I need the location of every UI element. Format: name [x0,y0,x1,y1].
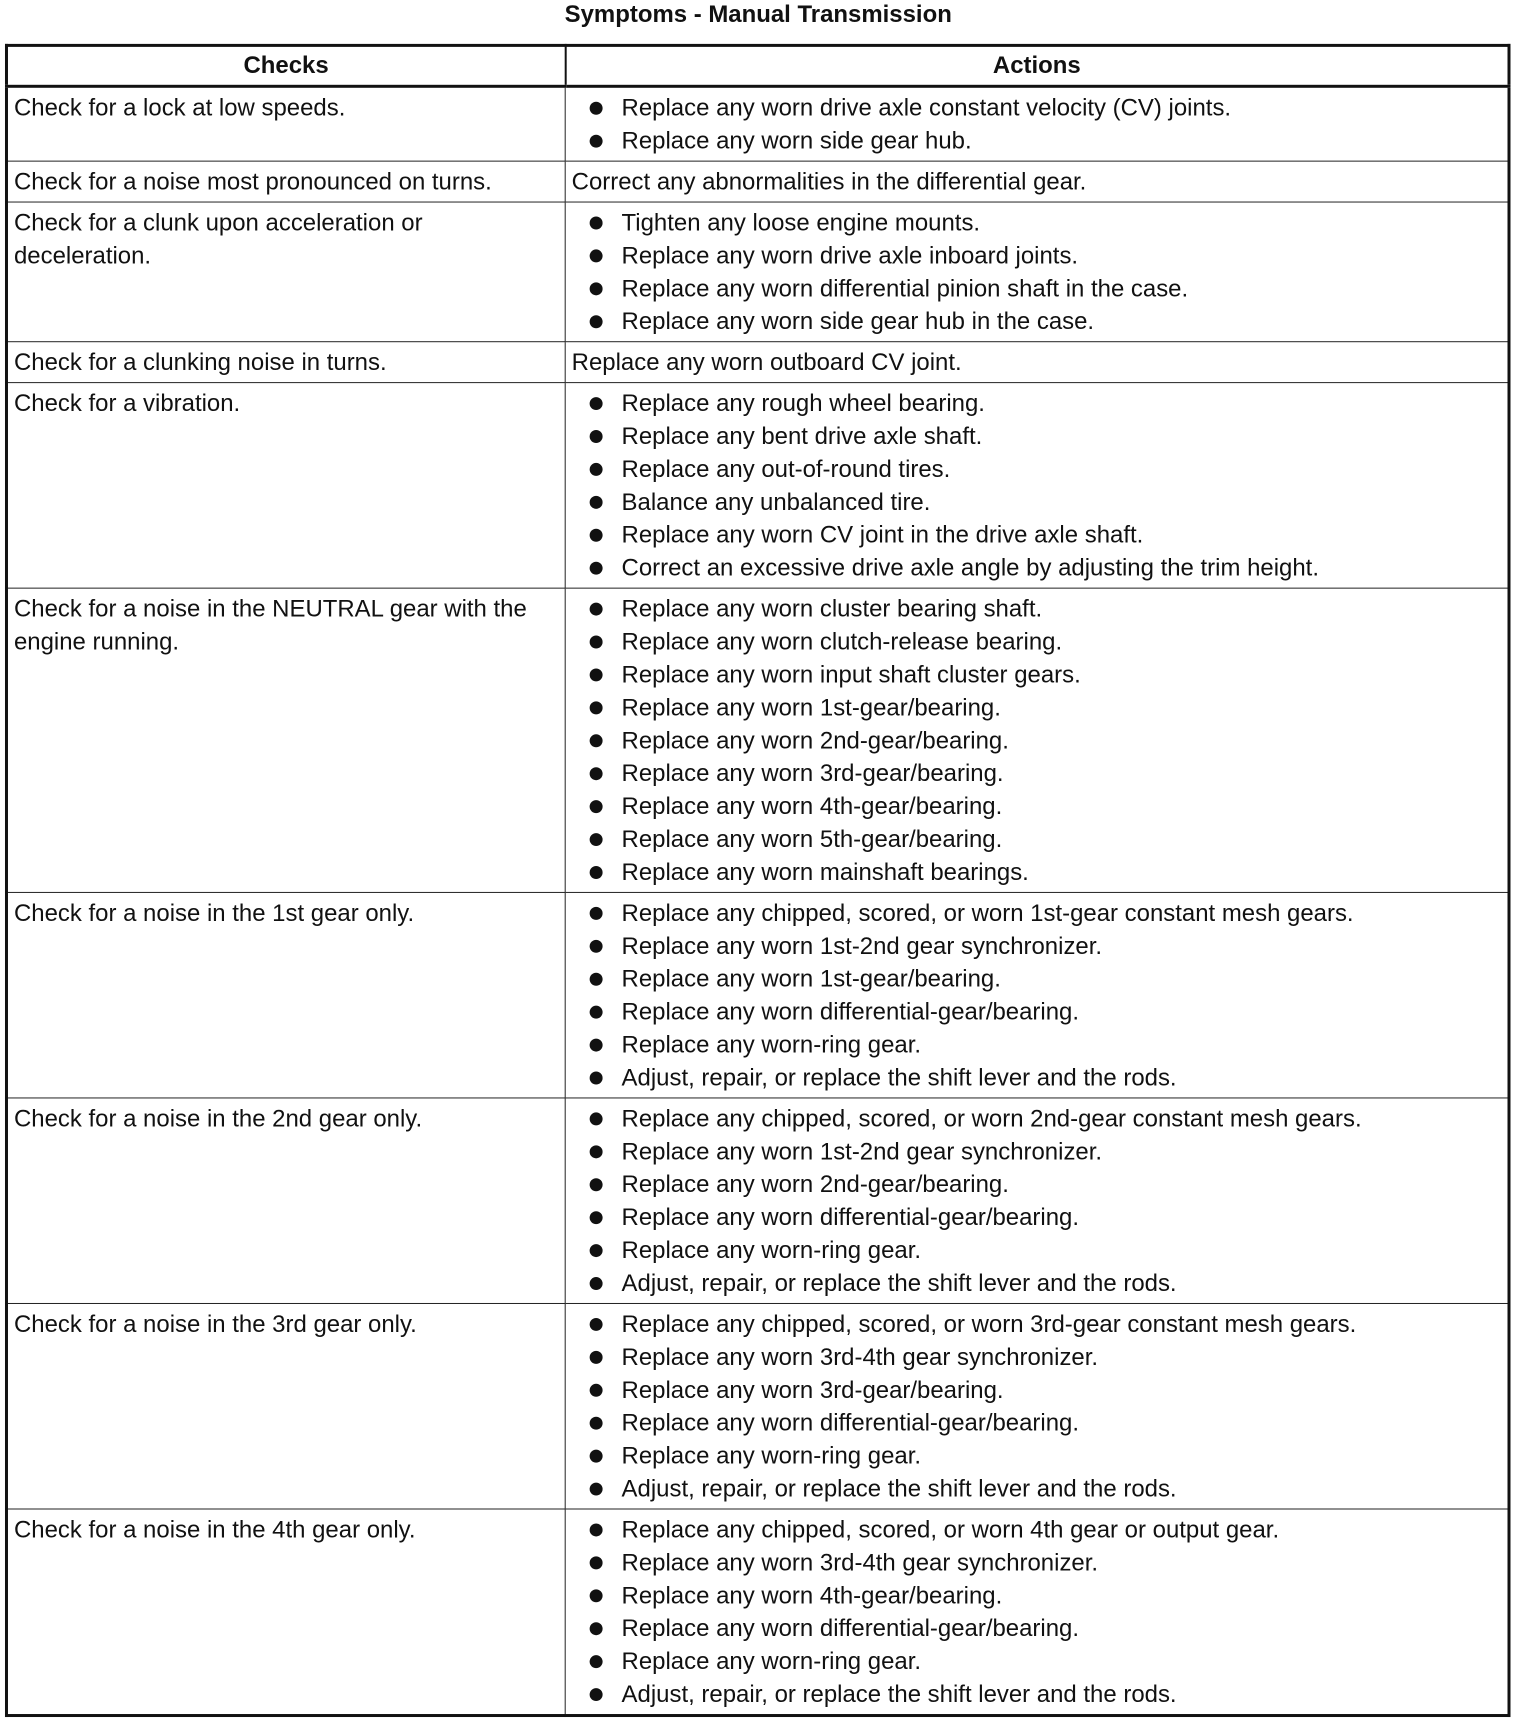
action-item [572,1062,1502,1095]
action-item [572,1513,1502,1546]
table-row [6,892,1509,1098]
action-text: Replace any worn 4th-gear/bearing. [621,793,1003,821]
action-text: Replace any chipped, scored, or worn 4th gear or output gear. [621,1516,1280,1544]
action-item [572,420,1502,453]
check-cell: Check for a vibration. [6,383,565,589]
action-item [572,897,1502,930]
action-item [572,519,1502,552]
action-list [572,387,1502,585]
check-cell: Check for a noise in the 3rd gear only. [6,1303,565,1509]
action-item [572,1374,1502,1407]
table-row [6,86,1509,161]
action-item [572,1341,1502,1374]
action-item [572,1678,1502,1711]
check-cell: Check for a noise in the 4th gear only. [6,1509,565,1716]
header-checks: Checks [6,45,565,86]
action-list [572,593,1502,889]
bullet-icon [590,1450,603,1463]
bullet-icon [590,1655,603,1668]
action-text: Replace any worn 1st-gear/bearing. [621,965,1001,993]
action-item [572,453,1502,486]
check-cell: Check for a clunking noise in turns. [6,342,565,383]
action-item [572,1234,1502,1267]
bullet-icon [590,1523,603,1536]
action-item [572,1546,1502,1579]
symptoms-table [5,44,1511,1717]
bullet-icon [590,282,603,295]
action-item [572,626,1502,659]
bullet-icon [590,529,603,542]
check-cell: Check for a clunk upon acceleration or deceleration. [6,202,565,342]
action-text: Replace any worn-ring gear. [621,1031,922,1059]
action-cell [565,161,1509,202]
action-item [572,1201,1502,1234]
action-text: Correct an excessive drive axle angle by adjusting the trim height. [621,554,1319,582]
bullet-icon [590,1622,603,1635]
check-cell: Check for a noise in the 1st gear only. [6,892,565,1098]
action-item [572,1308,1502,1341]
bullet-icon [590,734,603,747]
action-text: Adjust, repair, or replace the shift lever and the rods. [621,1270,1177,1297]
bullet-icon [590,907,603,920]
table-body [6,86,1509,1715]
action-cell [565,86,1509,161]
table-row [6,161,1509,202]
bullet-icon [590,1351,603,1364]
bullet-icon [590,940,603,953]
action-text: Replace any worn-ring gear. [621,1442,922,1470]
action-item [572,963,1502,996]
action-cell [565,588,1509,892]
action-text: Replace any worn differential-gear/bearing. [621,1409,1079,1437]
action-cell [565,1303,1509,1509]
action-text: Replace any worn differential-gear/bearing. [621,1615,1079,1643]
bullet-icon [590,1244,603,1257]
action-text: Replace any worn 2nd-gear/bearing. [621,1171,1009,1199]
action-text: Replace any worn CV joint in the drive axle shaft. [621,521,1144,549]
action-text: Replace any worn input shaft cluster gears. [621,661,1081,689]
bullet-icon [590,668,603,681]
action-list [572,1102,1502,1300]
page-title: Symptoms - Manual Transmission [564,0,952,28]
action-cell [565,342,1509,383]
check-cell: Check for a lock at low speeds. [6,86,565,161]
table-row [6,1098,1509,1304]
action-text: Replace any worn drive axle inboard joints. [621,242,1079,270]
action-list [572,207,1502,339]
action-item [572,724,1502,757]
action-text: Replace any worn 5th-gear/bearing. [621,826,1003,854]
action-item [572,125,1502,158]
bullet-icon [590,496,603,509]
table-row [6,1509,1509,1716]
action-item [572,1473,1502,1506]
action-text: Correct any abnormalities in the differential gear. [571,168,1087,196]
bullet-icon [590,636,603,649]
action-text: Replace any chipped, scored, or worn 3rd-gear constant mesh gears. [621,1310,1357,1338]
action-text: Adjust, repair, or replace the shift lever and the rods. [621,1475,1177,1503]
action-item [572,757,1502,790]
action-item [572,1029,1502,1062]
action-text: Replace any worn 3rd-gear/bearing. [621,1376,1004,1404]
action-item [572,930,1502,963]
action-item [572,996,1502,1029]
bullet-icon [590,1384,603,1397]
action-text: Replace any worn 1st-2nd gear synchronizer. [621,932,1103,960]
bullet-icon [590,1178,603,1191]
bullet-icon [590,430,603,443]
bullet-icon [590,315,603,328]
bullet-icon [590,767,603,780]
action-text: Tighten any loose engine mounts. [621,209,981,237]
action-item [572,1168,1502,1201]
action-list [572,92,1502,158]
bullet-icon [590,249,603,262]
action-text: Replace any worn-ring gear. [621,1648,922,1676]
action-list [572,1513,1502,1711]
table-header-row [6,45,1509,86]
action-text: Replace any chipped, scored, or worn 1st-gear constant mesh gears. [621,899,1354,927]
bullet-icon [590,216,603,229]
action-item [572,1440,1502,1473]
bullet-icon [590,463,603,476]
action-item [572,593,1502,626]
bullet-icon [590,1483,603,1496]
action-item [572,92,1502,125]
bullet-icon [590,1318,603,1331]
action-text: Balance any unbalanced tire. [621,488,931,516]
action-item [572,658,1502,691]
action-item [572,239,1502,272]
table-row [6,383,1509,589]
action-text: Replace any worn 3rd-4th gear synchronizer. [621,1549,1099,1577]
action-text: Replace any worn 3rd-4th gear synchronizer. [621,1343,1099,1371]
action-item [572,823,1502,856]
bullet-icon [590,701,603,714]
table-row [6,588,1509,892]
action-cell [565,1509,1509,1716]
bullet-icon [590,1145,603,1158]
bullet-icon [590,397,603,410]
action-text: Adjust, repair, or replace the shift lever and the rods. [621,1064,1177,1092]
action-text: Replace any worn 1st-gear/bearing. [621,694,1001,722]
bullet-icon [590,1112,603,1125]
action-text: Replace any worn differential-gear/bearing. [621,998,1079,1026]
action-text: Replace any out-of-round tires. [621,455,951,483]
action-text: Replace any worn clutch-release bearing. [621,628,1063,656]
header-actions: Actions [565,45,1509,86]
action-text: Replace any worn differential pinion shaft in the case. [621,275,1189,303]
bullet-icon [590,833,603,846]
action-item [572,387,1502,420]
action-item [572,1612,1502,1645]
bullet-icon [590,102,603,115]
action-item [572,1645,1502,1678]
action-text: Replace any worn 3rd-gear/bearing. [621,760,1004,788]
action-item [572,272,1502,305]
action-text: Replace any worn cluster bearing shaft. [621,595,1043,623]
bullet-icon [590,1039,603,1052]
bullet-icon [590,1072,603,1085]
action-item [572,1407,1502,1440]
bullet-icon [590,135,603,148]
check-cell: Check for a noise in the 2nd gear only. [6,1098,565,1304]
bullet-icon [590,1556,603,1569]
action-text: Replace any worn 2nd-gear/bearing. [621,727,1009,755]
bullet-icon [590,1006,603,1019]
action-text: Replace any rough wheel bearing. [621,390,985,418]
action-text: Adjust, repair, or replace the shift lever and the rods. [621,1681,1177,1709]
bullet-icon [590,800,603,813]
action-cell [565,892,1509,1098]
action-text: Replace any bent drive axle shaft. [621,423,983,450]
action-item [572,1579,1502,1612]
action-item [572,691,1502,724]
action-text: Replace any worn 1st-2nd gear synchronizer. [621,1138,1103,1166]
action-item [572,790,1502,823]
action-text: Replace any worn drive axle constant velocity (CV) joints. [621,94,1232,122]
table-row [6,342,1509,383]
action-text: Replace any worn outboard CV joint. [571,349,962,377]
action-text: Replace any worn differential-gear/bearing. [621,1204,1079,1232]
bullet-icon [590,1589,603,1602]
action-text: Replace any worn-ring gear. [621,1237,922,1265]
bullet-icon [590,1211,603,1224]
action-item [572,1267,1502,1300]
action-item [572,305,1502,338]
action-text: Replace any worn side gear hub in the case. [621,308,1095,336]
table-row [6,1303,1509,1509]
action-text: Replace any worn mainshaft bearings. [621,859,1029,886]
bullet-icon [590,1688,603,1701]
bullet-icon [590,562,603,575]
action-cell [565,1098,1509,1304]
action-cell [565,383,1509,589]
check-cell: Check for a noise in the NEUTRAL gear with the engine running. [6,588,565,892]
action-item [572,486,1502,519]
bullet-icon [590,973,603,986]
bullet-icon [590,1417,603,1430]
check-cell: Check for a noise most pronounced on turns. [6,161,565,202]
action-item [572,856,1502,889]
action-item [572,552,1502,585]
action-list [572,1308,1502,1506]
action-list [572,897,1502,1095]
action-item [572,1135,1502,1168]
table-row [6,202,1509,342]
action-cell [565,202,1509,342]
bullet-icon [590,603,603,616]
action-text: Replace any chipped, scored, or worn 2nd-gear constant mesh gears. [621,1105,1362,1133]
bullet-icon [590,1277,603,1290]
action-item [572,1102,1502,1135]
bullet-icon [590,866,603,879]
action-text: Replace any worn side gear hub. [621,127,972,155]
action-text: Replace any worn 4th-gear/bearing. [621,1582,1003,1610]
action-item [572,207,1502,240]
